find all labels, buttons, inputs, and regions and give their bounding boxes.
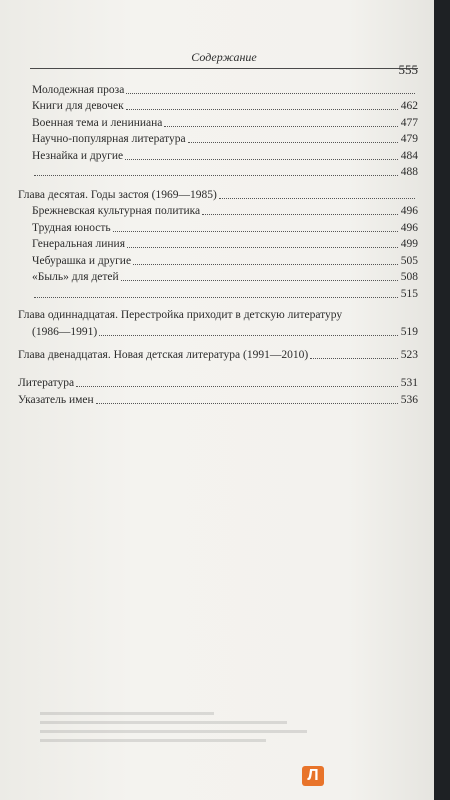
toc-entry xyxy=(18,235,418,252)
toc-entry xyxy=(18,113,418,130)
dot-leader xyxy=(99,335,398,336)
dot-leader xyxy=(76,386,398,387)
publisher-logo-icon: Л xyxy=(302,766,324,786)
toc-chapter-title: Глава двенадцатая. Новая детская литература (1991—2010) xyxy=(18,348,309,361)
toc-chapter xyxy=(18,323,418,340)
toc-chapter-continuation: (1986—1991) xyxy=(32,326,98,338)
toc-chapter xyxy=(18,345,418,362)
toc-entry-page: 508 xyxy=(400,271,418,283)
toc-entry-page: 515 xyxy=(400,287,418,300)
dot-leader xyxy=(188,142,398,143)
toc-entry-title: Книги для девочек xyxy=(32,100,124,112)
toc-entry-title: Брежневская культурная политика xyxy=(32,205,201,217)
toc-chapter-title: Литература xyxy=(18,377,75,389)
page-number: 555 xyxy=(398,62,418,77)
toc-entry-page: 479 xyxy=(400,133,418,145)
toc-chapter-page: 531 xyxy=(400,377,418,389)
toc-entry-title: Генеральная линия xyxy=(32,238,125,250)
toc-entry-title: Молодежная проза xyxy=(32,83,125,96)
header-title: Содержание xyxy=(191,50,257,64)
dot-leader xyxy=(113,231,398,232)
toc-entry-title: Чебурашка и другие xyxy=(32,254,132,267)
toc-entry xyxy=(18,218,418,235)
dot-leader xyxy=(34,175,398,176)
toc-chapter-page: 523 xyxy=(400,348,418,361)
faint-imprint-text xyxy=(40,712,330,748)
toc-entry xyxy=(18,97,418,114)
dot-leader xyxy=(133,264,398,265)
toc-entry xyxy=(18,284,418,301)
toc-entry-title: Незнайка и другие xyxy=(32,149,124,162)
toc-entry-page: 505 xyxy=(400,254,418,267)
dot-leader xyxy=(127,247,398,248)
toc-entry xyxy=(18,130,418,147)
dot-leader xyxy=(125,159,398,160)
toc-chapter xyxy=(18,185,418,202)
toc-entry-title: Военная тема и лениниана xyxy=(32,116,163,129)
dot-leader xyxy=(96,403,398,404)
toc-entry xyxy=(18,80,418,97)
toc-entry xyxy=(18,163,418,180)
toc-entry-page: 496 xyxy=(400,205,418,217)
toc-chapter xyxy=(18,390,418,407)
toc-entry xyxy=(18,268,418,285)
toc-entry xyxy=(18,146,418,163)
toc-chapter-page: 519 xyxy=(400,326,418,338)
toc-entry-page: 488 xyxy=(400,166,418,178)
toc-entry-title: «Быль» для детей xyxy=(32,271,119,283)
toc-chapter-title: Глава одиннадцатая. Перестройка приходит в детскую литературу xyxy=(18,308,343,321)
dot-leader xyxy=(202,214,398,215)
toc-entry-page: 499 xyxy=(400,238,418,250)
toc-entry-page: 477 xyxy=(400,116,418,129)
dot-leader xyxy=(310,358,398,359)
toc-entry xyxy=(18,202,418,219)
toc-entry-title: Научно-популярная литература xyxy=(32,133,186,145)
toc-chapter-title: Глава десятая. Годы застоя (1969—1985) xyxy=(18,188,217,201)
toc-entry xyxy=(18,251,418,268)
toc-entry-page: 496 xyxy=(400,221,418,234)
table-of-contents xyxy=(18,80,418,407)
toc-chapter-page: 536 xyxy=(400,393,418,406)
dot-leader xyxy=(126,93,415,94)
toc-entry-page: 484 xyxy=(400,149,418,162)
toc-chapter-title: Указатель имен xyxy=(18,393,94,406)
dot-leader xyxy=(121,280,398,281)
toc-entry-title: Трудная юность xyxy=(32,221,111,234)
dot-leader xyxy=(164,126,397,127)
toc-entry-page: 462 xyxy=(400,100,418,112)
dot-leader xyxy=(126,109,398,110)
dot-leader xyxy=(219,198,415,199)
toc-chapter xyxy=(18,374,418,391)
dot-leader xyxy=(34,297,398,298)
running-header xyxy=(30,50,418,77)
